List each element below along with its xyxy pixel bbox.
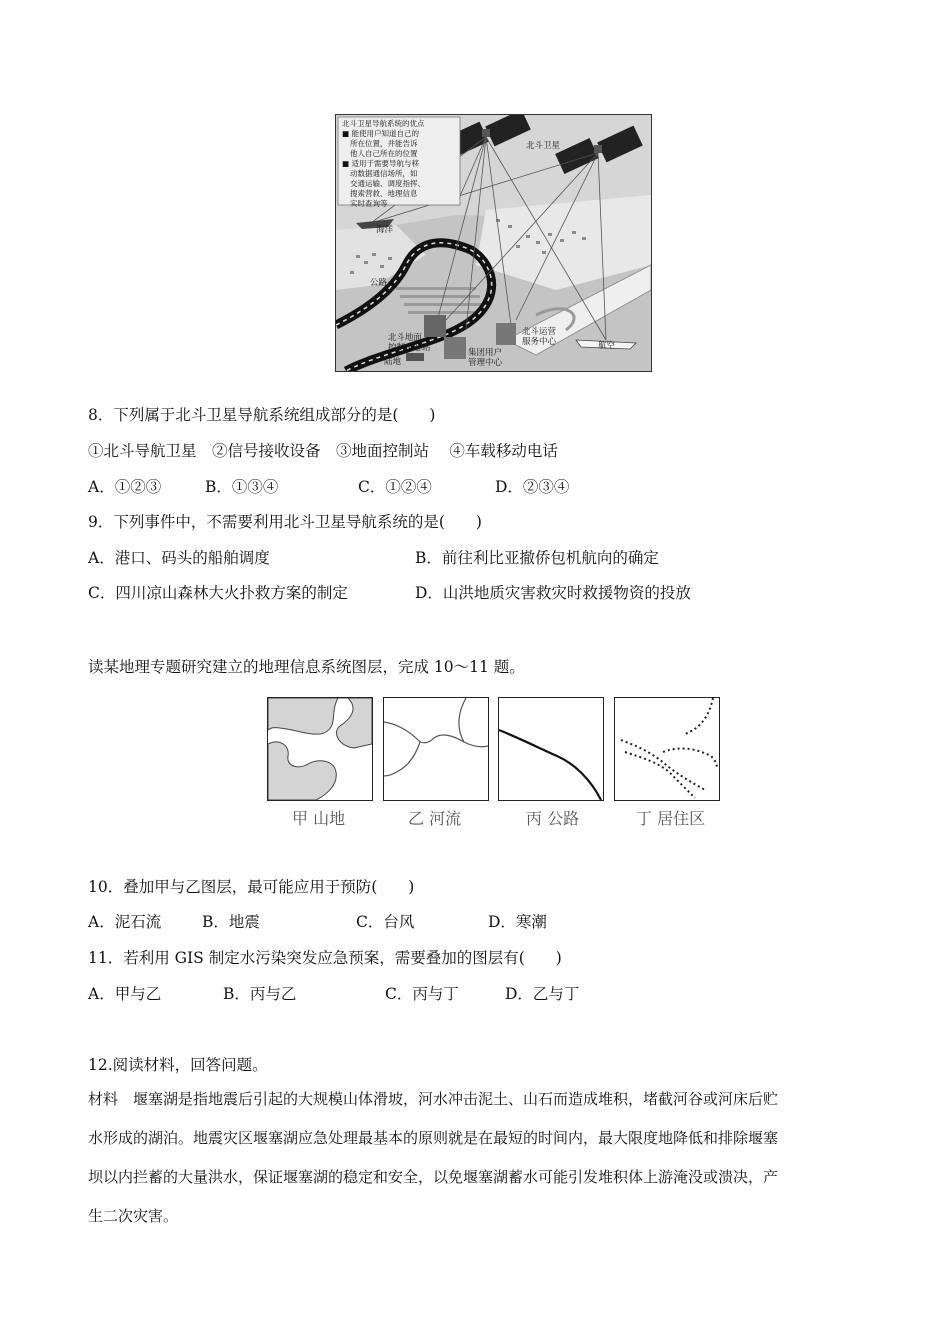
gis-caption-residential: 丁 居住区: [636, 809, 706, 828]
residential-layer-graphic: [615, 698, 719, 800]
q12-material-line-3: 坝以内拦蓄的大量洪水，保证堰塞湖的稳定和安全，以免堰塞湖蓄水可能引发堆积体上游淹没或溃决，产: [88, 1168, 779, 1186]
gis-caption-mountain: 甲 山地: [292, 809, 346, 828]
label-aviation: 航空: [598, 341, 616, 351]
gis-layer-residential: [614, 697, 720, 801]
intro-10-11: 读某地理专题研究建立的地理信息系统图层，完成 10～11 题。: [88, 658, 525, 676]
label-service-center: [522, 327, 556, 347]
q10-option-d: D．寒潮: [488, 913, 547, 931]
q9-option-a: A．港口、码头的船舶调度: [88, 549, 270, 567]
advantages-line: 搜索营救、地理信息: [350, 189, 418, 198]
advantages-text-box: [342, 119, 462, 209]
q11-option-c: C．丙与丁: [385, 985, 459, 1003]
q12-material-line-2: 水形成的湖泊。地震灾区堰塞湖应急处理最基本的原则就是在最短的时间内，最大限度地降低和排除堰塞: [88, 1129, 779, 1147]
label-road: 公路: [370, 278, 388, 288]
label-group-user-line1: 集团用户: [468, 348, 503, 358]
mountain-layer-graphic: [268, 698, 372, 800]
q10-option-b: B．地震: [202, 913, 260, 931]
q12-material-line-4: 生二次灾害。: [88, 1207, 179, 1225]
q9-stem: 9．下列事件中，不需要利用北斗卫星导航系统的是( ): [88, 513, 482, 531]
label-group-user-line2: 管理中心: [468, 358, 503, 368]
advantages-line: 交通运输、调度指挥、: [350, 179, 425, 188]
q8-option-a: A．①②③: [88, 478, 162, 496]
advantages-line: 实时查询等: [350, 199, 388, 208]
gis-layer-mountain: [267, 697, 373, 801]
gis-caption-river: 乙 河流: [408, 809, 462, 828]
q10-option-a: A．泥石流: [88, 913, 162, 931]
label-ground-station: [388, 333, 431, 353]
beidou-navigation-figure: [335, 114, 652, 372]
label-service-center-line1: 北斗运营: [522, 327, 557, 337]
q10-stem: 10．叠加甲与乙图层，最可能应用于预防( ): [88, 878, 415, 896]
q12-material-line-1: 材料 堰塞湖是指地震后引起的大规模山体滑坡，河水冲击泥土、山石而造成堆积，堵截河谷或河床后贮: [88, 1090, 779, 1108]
label-satellite: 北斗卫星: [526, 141, 561, 151]
q9-option-c: C．四川凉山森林大火扑救方案的制定: [88, 584, 348, 602]
q11-stem: 11．若利用 GIS 制定水污染突发应急预案，需要叠加的图层有( ): [88, 949, 562, 967]
river-layer-graphic: [384, 698, 488, 800]
advantages-line: 所在位置，并能告诉: [350, 139, 418, 148]
advantages-line: ■ 能使用户知道自己的: [342, 129, 419, 138]
label-ocean: 海洋: [376, 225, 394, 235]
advantages-title: 北斗卫星导航系统的优点: [342, 119, 425, 128]
q10-option-c: C．台风: [356, 913, 415, 931]
label-service-center-line2: 服务中心: [522, 337, 557, 347]
gis-caption-road: 丙 公路: [526, 809, 580, 828]
gis-layer-river: [383, 697, 489, 801]
q8-stem: 8．下列属于北斗卫星导航系统组成部分的是( ): [88, 406, 436, 424]
q9-option-d: D．山洪地质灾害救灾时救援物资的投放: [415, 584, 691, 602]
label-ground-station-line1: 北斗地面: [388, 333, 423, 343]
q11-option-b: B．丙与乙: [223, 985, 297, 1003]
q8-option-d: D．②③④: [495, 478, 570, 496]
q9-option-b: B．前往利比亚撤侨包机航向的确定: [415, 549, 659, 567]
label-group-user: [468, 348, 502, 368]
advantages-line: 他人自己所在的位置: [350, 149, 418, 158]
road-layer-graphic: [499, 698, 603, 800]
advantages-line: ■ 适用于需要导航与移: [342, 159, 419, 168]
q8-items: ①北斗导航卫星 ②信号接收设备 ③地面控制站 ④车载移动电话: [88, 442, 558, 460]
gis-layer-road: [498, 697, 604, 801]
q12-title: 12.阅读材料，回答问题。: [88, 1056, 268, 1074]
advantages-line: 动数据通信场所，如: [350, 169, 418, 178]
q11-option-d: D．乙与丁: [505, 985, 580, 1003]
label-ground-station-line2: 控制中心站: [388, 343, 431, 353]
label-land: 陆地: [384, 357, 402, 367]
q11-option-a: A．甲与乙: [88, 985, 162, 1003]
q8-option-b: B．①③④: [205, 478, 279, 496]
q8-option-c: C．①②④: [358, 478, 432, 496]
